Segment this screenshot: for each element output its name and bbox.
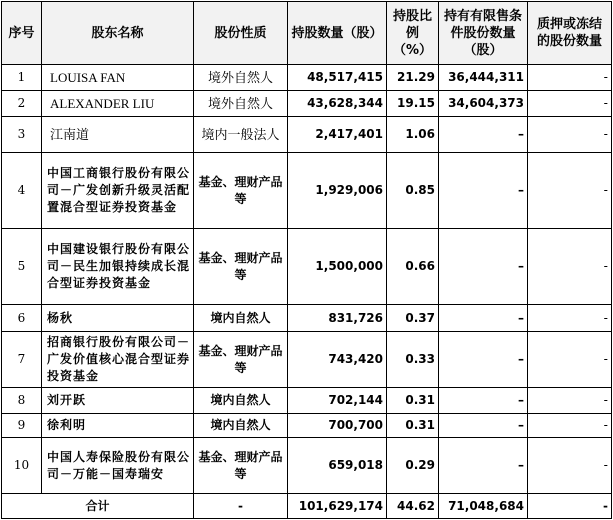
row-restricted: 34,604,373 xyxy=(439,91,528,117)
row-name: 江南道 xyxy=(42,117,194,153)
row-type: 境外自然人 xyxy=(194,91,288,117)
header-restricted: 持有有限售条件股份数量（股） xyxy=(439,2,528,65)
row-restricted: – xyxy=(439,388,528,414)
row-idx: 10 xyxy=(2,438,42,494)
row-type: 境内自然人 xyxy=(194,305,288,332)
row-idx: 6 xyxy=(2,305,42,332)
header-idx: 序号 xyxy=(2,2,42,65)
row-idx: 7 xyxy=(2,332,42,388)
row-restricted: – xyxy=(439,414,528,438)
row-name: 刘开跃 xyxy=(42,388,194,414)
total-ratio: 44.62 xyxy=(387,494,439,519)
total-restricted: 71,048,684 xyxy=(439,494,528,519)
table-row xyxy=(2,414,612,438)
row-pledged: - xyxy=(528,332,612,388)
row-shares: 1,929,006 xyxy=(288,153,387,229)
row-ratio: 21.29 xyxy=(387,65,439,91)
row-ratio: 0.37 xyxy=(387,305,439,332)
row-restricted: – xyxy=(439,332,528,388)
row-ratio: 19.15 xyxy=(387,91,439,117)
row-idx: 1 xyxy=(2,65,42,91)
table-row xyxy=(2,153,612,229)
row-ratio: 0.31 xyxy=(387,414,439,438)
row-idx: 8 xyxy=(2,388,42,414)
row-restricted: – xyxy=(439,153,528,229)
row-ratio: 0.31 xyxy=(387,388,439,414)
row-name: ALEXANDER LIU xyxy=(42,91,194,117)
row-pledged: - xyxy=(528,414,612,438)
table-row xyxy=(2,332,612,388)
row-shares: 1,500,000 xyxy=(288,229,387,305)
total-pledged: - xyxy=(528,494,612,519)
row-idx: 9 xyxy=(2,414,42,438)
row-shares: 702,144 xyxy=(288,388,387,414)
table-row xyxy=(2,117,612,153)
row-shares: 43,628,344 xyxy=(288,91,387,117)
header-ratio: 持股比例（%） xyxy=(387,2,439,65)
table-row xyxy=(2,229,612,305)
shareholder-table xyxy=(1,1,612,519)
row-ratio: 0.85 xyxy=(387,153,439,229)
row-idx: 4 xyxy=(2,153,42,229)
row-shares: 831,726 xyxy=(288,305,387,332)
row-idx: 3 xyxy=(2,117,42,153)
total-type: - xyxy=(194,494,288,519)
header-shares: 持股数量（股） xyxy=(288,2,387,65)
total-shares: 101,629,174 xyxy=(288,494,387,519)
row-idx: 5 xyxy=(2,229,42,305)
row-name: 招商银行股份有限公司－广发价值核心混合型证券投资基金 xyxy=(42,332,194,388)
row-ratio: 0.29 xyxy=(387,438,439,494)
table-row xyxy=(2,65,612,91)
row-type: 境内自然人 xyxy=(194,388,288,414)
total-label: 合计 xyxy=(2,494,194,519)
row-pledged: - xyxy=(528,91,612,117)
row-type: 境内自然人 xyxy=(194,414,288,438)
row-shares: 2,417,401 xyxy=(288,117,387,153)
row-name: 杨秋 xyxy=(42,305,194,332)
row-name: 徐利明 xyxy=(42,414,194,438)
row-pledged: - xyxy=(528,117,612,153)
header-pledged: 质押或冻结的股份数量 xyxy=(528,2,612,65)
row-restricted: – xyxy=(439,229,528,305)
row-type: 基金、理财产品等 xyxy=(194,229,288,305)
row-ratio: 0.33 xyxy=(387,332,439,388)
row-ratio: 1.06 xyxy=(387,117,439,153)
row-ratio: 0.66 xyxy=(387,229,439,305)
row-pledged: - xyxy=(528,388,612,414)
header-row xyxy=(2,2,612,65)
row-name: 中国工商银行股份有限公司－广发创新升级灵活配置混合型证券投资基金 xyxy=(42,153,194,229)
total-row xyxy=(2,494,612,519)
row-type: 境外自然人 xyxy=(194,65,288,91)
row-pledged: - xyxy=(528,65,612,91)
row-name: LOUISA FAN xyxy=(42,65,194,91)
header-type: 股份性质 xyxy=(194,2,288,65)
row-pledged: - xyxy=(528,438,612,494)
row-type: 基金、理财产品等 xyxy=(194,332,288,388)
row-type: 境内一般法人 xyxy=(194,117,288,153)
row-restricted: – xyxy=(439,305,528,332)
row-restricted: – xyxy=(439,438,528,494)
row-pledged: - xyxy=(528,153,612,229)
row-shares: 700,700 xyxy=(288,414,387,438)
row-shares: 659,018 xyxy=(288,438,387,494)
row-shares: 48,517,415 xyxy=(288,65,387,91)
row-shares: 743,420 xyxy=(288,332,387,388)
row-pledged: - xyxy=(528,305,612,332)
table-row xyxy=(2,91,612,117)
row-idx: 2 xyxy=(2,91,42,117)
row-name: 中国人寿保险股份有限公司－万能－国寿瑞安 xyxy=(42,438,194,494)
row-pledged: - xyxy=(528,229,612,305)
table-row xyxy=(2,438,612,494)
header-name: 股东名称 xyxy=(42,2,194,65)
row-type: 基金、理财产品等 xyxy=(194,153,288,229)
table-row xyxy=(2,305,612,332)
row-restricted: 36,444,311 xyxy=(439,65,528,91)
table-row xyxy=(2,388,612,414)
row-name: 中国建设银行股份有限公司－民生加银持续成长混合型证券投资基金 xyxy=(42,229,194,305)
row-restricted: – xyxy=(439,117,528,153)
row-type: 基金、理财产品等 xyxy=(194,438,288,494)
